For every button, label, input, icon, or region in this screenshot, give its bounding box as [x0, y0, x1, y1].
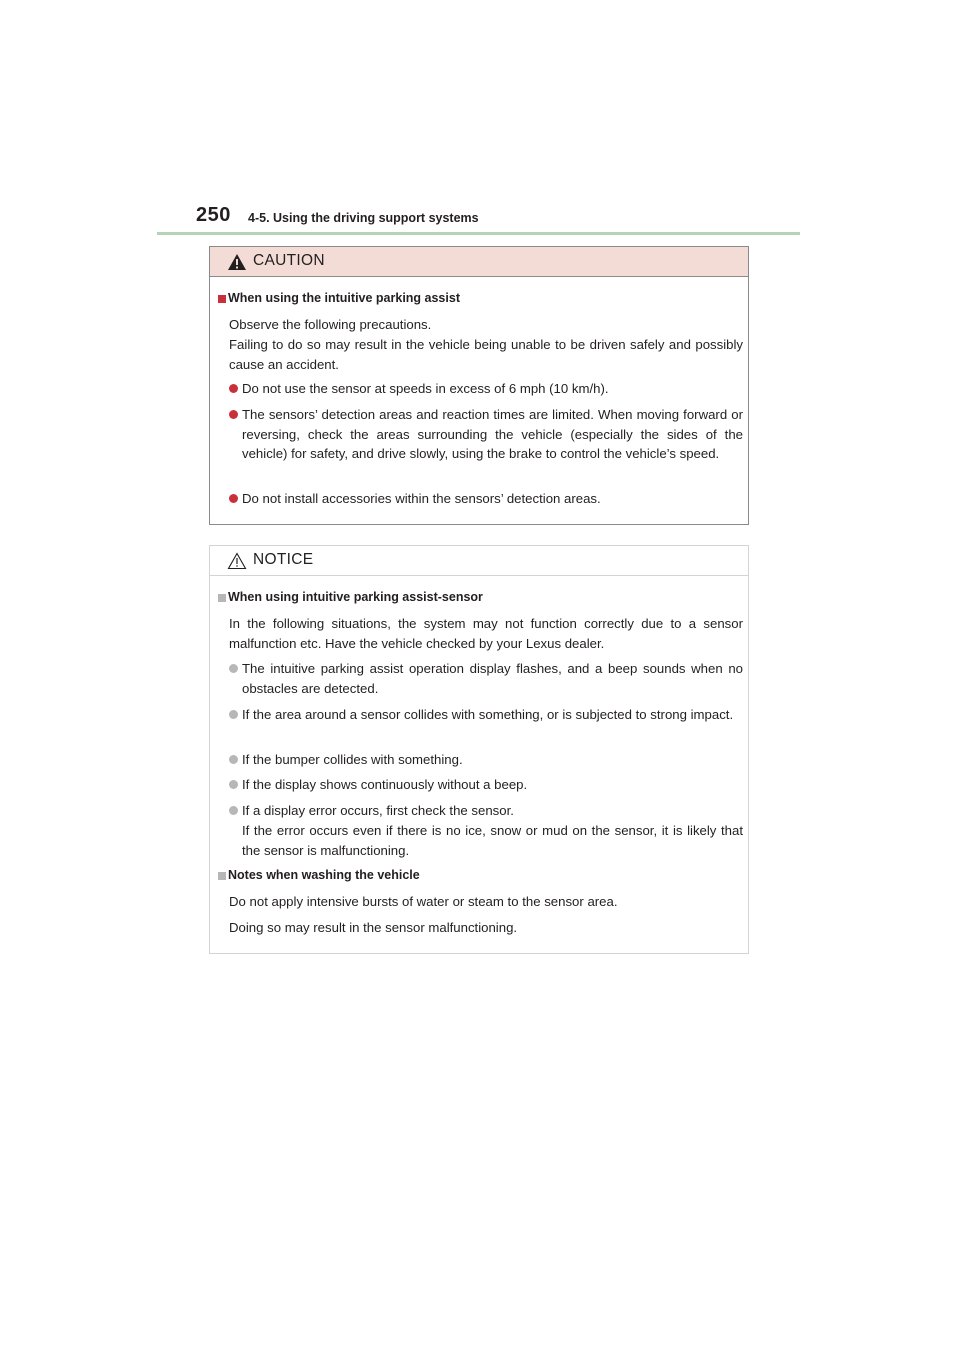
notice-bullet-continuation: If the error occurs even if there is no ice, snow or mud on the sensor, it is likely that the sensor is malfunctioning. [242, 823, 743, 858]
caution-box [209, 246, 749, 525]
header-rule [157, 232, 800, 235]
round-bullet-icon [229, 494, 238, 503]
caution-intro: Observe the following precautions. [229, 317, 432, 332]
notice-title: NOTICE [253, 551, 314, 568]
round-bullet-icon [229, 664, 238, 673]
round-bullet-icon [229, 384, 238, 393]
page-number: 250 [196, 204, 231, 226]
section-title: 4-5. Using the driving support systems [248, 211, 479, 225]
notice-wash-text: Do not apply intensive bursts of water or steam to the sensor area. [229, 894, 618, 909]
notice-bullet: The intuitive parking assist operation display flashes, and a beep sounds when no obstacles are detected. [242, 661, 743, 696]
caution-bullet: Do not install accessories within the sensors’ detection areas. [242, 491, 601, 506]
round-bullet-icon [229, 806, 238, 815]
warning-triangle-icon [227, 253, 247, 271]
square-bullet-icon [218, 594, 226, 602]
warning-triangle-outline-icon [227, 552, 247, 570]
notice-bullet: If a display error occurs, first check the sensor. [242, 803, 514, 818]
caution-subheading: When using the intuitive parking assist [228, 291, 460, 305]
notice-subheading: When using intuitive parking assist-sensor [228, 590, 483, 604]
notice-wash-text: Doing so may result in the sensor malfunctioning. [229, 920, 518, 935]
square-bullet-icon [218, 295, 226, 303]
caution-bullet: Do not use the sensor at speeds in excess of 6 mph (10 km/h). [242, 381, 609, 396]
notice-intro: In the following situations, the system may not function correctly due to a sensor malfunction etc. Have the vehicle checked by your Lexus dealer. [229, 616, 743, 651]
caution-header [210, 247, 748, 277]
square-bullet-icon [218, 872, 226, 880]
caution-intro-consequence: Failing to do so may result in the vehicle being unable to be driven safely and possibly cause an accident. [229, 337, 743, 372]
notice-bullet: If the area around a sensor collides with something, or is subjected to strong impact. [242, 707, 734, 722]
notice-subheading-washing: Notes when washing the vehicle [228, 868, 420, 882]
round-bullet-icon [229, 755, 238, 764]
notice-header [210, 546, 748, 576]
notice-bullet: If the display shows continuously without a beep. [242, 777, 528, 792]
caution-title: CAUTION [253, 252, 325, 269]
notice-bullet: If the bumper collides with something. [242, 752, 463, 767]
round-bullet-icon [229, 410, 238, 419]
notice-box [209, 545, 749, 954]
caution-bullet: The sensors’ detection areas and reaction times are limited. When moving forward or reversing, check the areas surrounding the vehicle (especially the sides of the vehicle) for safety, and drive slowly, using the brake to control the vehicle’s speed. [242, 407, 743, 462]
round-bullet-icon [229, 780, 238, 789]
round-bullet-icon [229, 710, 238, 719]
